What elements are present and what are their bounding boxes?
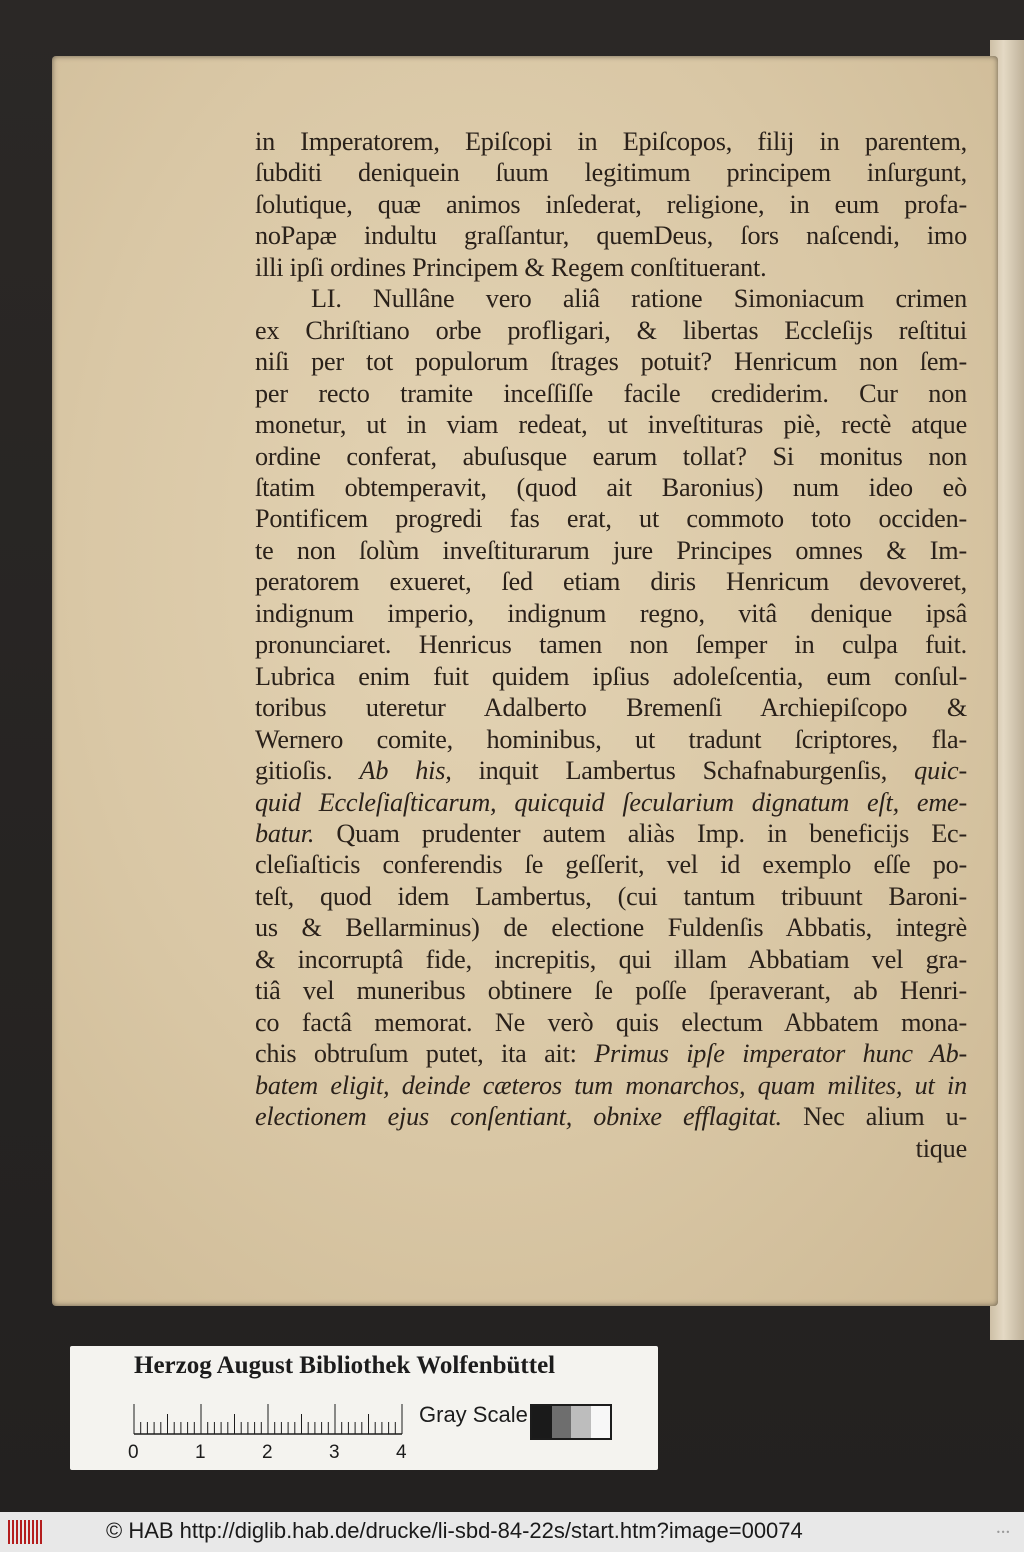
text-segment: batem eligit, deinde cæteros tum monarchos, quam milites, ut in — [255, 1070, 967, 1100]
hab-logo-icon — [8, 1520, 46, 1544]
text-segment: ſtatim obtemperavit, (quod ait Baronius) num ideo eò — [255, 472, 967, 502]
text-line — [255, 157, 967, 188]
text-segment: Ab his, — [359, 756, 452, 786]
text-segment: ſolutique, quæ animos inſederat, religione, in eum profa- — [255, 189, 967, 219]
text-segment: Lubrica enim fuit quidem ipſius adoleſcentia, eum conſul- — [255, 661, 967, 691]
copyright-url[interactable]: © HAB http://diglib.hab.de/drucke/li-sbd-84-22s/start.htm?image=00074 — [106, 1518, 803, 1543]
text-segment: Wernero comite, hominibus, ut tradunt ſcriptores, fla- — [255, 724, 967, 754]
text-segment: Quam prudenter autem aliàs Imp. in beneficijs Ec- — [336, 818, 968, 848]
text-segment: batur. — [255, 818, 315, 848]
text-line — [255, 787, 967, 818]
text-line — [255, 252, 967, 283]
logo-bar — [8, 1520, 10, 1544]
text-segment: indignum imperio, indignum regno, vitâ denique ipsâ — [255, 598, 967, 628]
page-text-block — [255, 126, 967, 1164]
text-segment: tiâ vel muneribus obtinere ſe poſſe ſperaverant, ab Henri- — [255, 976, 967, 1006]
text-segment: per recto tramite inceſſiſſe facile crediderim. Cur non — [255, 378, 967, 408]
ruler-number: 2 — [262, 1442, 273, 1463]
text-segment: ordine conferat, abuſusque earum tollat? Si monitus non — [255, 441, 967, 471]
text-segment: cleſiaſticis conferendis ſe geſſerit, vel id exemplo eſſe po- — [255, 850, 967, 880]
text-line — [255, 472, 967, 503]
text-segment: quid Eccleſiaſticarum, quicquid ſecularium dignatum eſt, eme- — [255, 787, 967, 817]
text-segment: & incorruptâ fide, increpitis, qui illam Abbatiam vel gra- — [255, 944, 967, 974]
text-line — [255, 1101, 967, 1132]
text-segment: pronunciaret. Henricus tamen non ſemper in culpa fuit. — [255, 630, 967, 660]
ruler-number: 0 — [128, 1442, 139, 1463]
text-line — [255, 1133, 967, 1164]
text-line — [255, 661, 967, 692]
page-dots-icon: ••• — [996, 1528, 1011, 1537]
logo-bar — [20, 1520, 22, 1544]
text-segment: toribus uteretur Adalberto Bremenſi Archiepiſcopo & — [255, 693, 967, 723]
logo-bar — [16, 1520, 18, 1544]
text-segment: noPapæ indultu graſſantur, quemDeus, ſors naſcendi, imo — [255, 221, 967, 251]
text-line — [255, 881, 967, 912]
text-line — [255, 944, 967, 975]
logo-bar — [24, 1520, 26, 1544]
ruler-number: 3 — [329, 1442, 340, 1463]
text-line — [255, 755, 967, 786]
text-line — [255, 1007, 967, 1038]
text-line — [255, 598, 967, 629]
text-line — [255, 220, 967, 251]
text-line — [255, 283, 967, 314]
text-line — [255, 975, 967, 1006]
text-line — [255, 378, 967, 409]
text-line — [255, 315, 967, 346]
text-segment: Nec alium u- — [803, 1102, 967, 1132]
text-segment: Pontificem progredi fas erat, ut commoto toto occiden- — [255, 504, 967, 534]
text-segment: illi ipſi ordines Principem & Regem conſtituerant. — [255, 252, 767, 282]
text-line — [255, 189, 967, 220]
logo-bar — [40, 1520, 42, 1544]
text-segment: us & Bellarminus) de electione Fuldenſis Abbatis, integrè — [255, 913, 967, 943]
ruler-scale — [132, 1402, 404, 1436]
text-segment: ſubditi deniquein ſuum legitimum principem inſurgunt, — [255, 158, 967, 188]
text-line — [255, 566, 967, 597]
logo-bar — [28, 1520, 30, 1544]
gray-swatch-cell — [591, 1406, 611, 1438]
text-line — [255, 346, 967, 377]
text-line — [255, 441, 967, 472]
text-segment: co factâ memorat. Ne verò quis electum Abbatem mona- — [255, 1007, 967, 1037]
text-segment: peratorem exueret, ſed etiam diris Henricum devoveret, — [255, 567, 967, 597]
text-line — [255, 849, 967, 880]
gray-scale-label: Gray Scale — [419, 1402, 528, 1427]
text-line — [255, 724, 967, 755]
text-segment: Primus ipſe imperator hunc Ab- — [594, 1039, 967, 1069]
text-line — [255, 535, 967, 566]
ruler-number: 4 — [396, 1442, 407, 1463]
text-line — [255, 692, 967, 723]
text-line — [255, 912, 967, 943]
gray-swatch-cell — [532, 1406, 552, 1438]
logo-bar — [36, 1520, 38, 1544]
text-segment: electionem ejus conſentiant, obnixe efflagitat. — [255, 1102, 782, 1132]
text-segment: inquit Lambertus Schafnaburgenſis, — [478, 756, 888, 786]
logo-bar — [32, 1520, 34, 1544]
footer-bar — [0, 1512, 1024, 1552]
gray-scale-swatch — [530, 1404, 612, 1440]
text-segment: in Imperatorem, Epiſcopi in Epiſcopos, filij in parentem, — [255, 127, 967, 156]
text-segment: quic- — [914, 756, 967, 786]
gray-swatch-cell — [552, 1406, 572, 1438]
text-segment: niſi per tot populorum ſtrages potuit? Henricum non ſem- — [255, 347, 967, 377]
text-line — [255, 503, 967, 534]
institution-name: Herzog August Bibliothek Wolfenbüttel — [134, 1352, 556, 1379]
ruler-number: 1 — [195, 1442, 206, 1463]
text-segment: gitioſis. — [255, 756, 333, 786]
text-line — [255, 126, 967, 157]
color-calibration-card — [70, 1346, 658, 1470]
text-line — [255, 1070, 967, 1101]
text-segment: teſt, quod idem Lambertus, (cui tantum tribuunt Baroni- — [255, 881, 967, 911]
text-segment: LI. Nullâne vero aliâ ratione Simoniacum crimen — [311, 284, 967, 314]
text-segment: chis obtruſum putet, ita ait: — [255, 1039, 577, 1069]
text-segment: tique — [915, 1133, 967, 1163]
gray-swatch-cell — [571, 1406, 591, 1438]
text-line — [255, 629, 967, 660]
logo-bar — [12, 1520, 14, 1544]
text-line — [255, 818, 967, 849]
text-line — [255, 1038, 967, 1069]
text-segment: ex Chriſtiano orbe profligari, & libertas Eccleſijs reſtitui — [255, 315, 967, 345]
text-segment: monetur, ut in viam redeat, ut inveſtituras piè, rectè atque — [255, 410, 967, 440]
text-segment: te non ſolùm inveſtiturarum jure Principes omnes & Im- — [255, 535, 967, 565]
text-line — [255, 409, 967, 440]
